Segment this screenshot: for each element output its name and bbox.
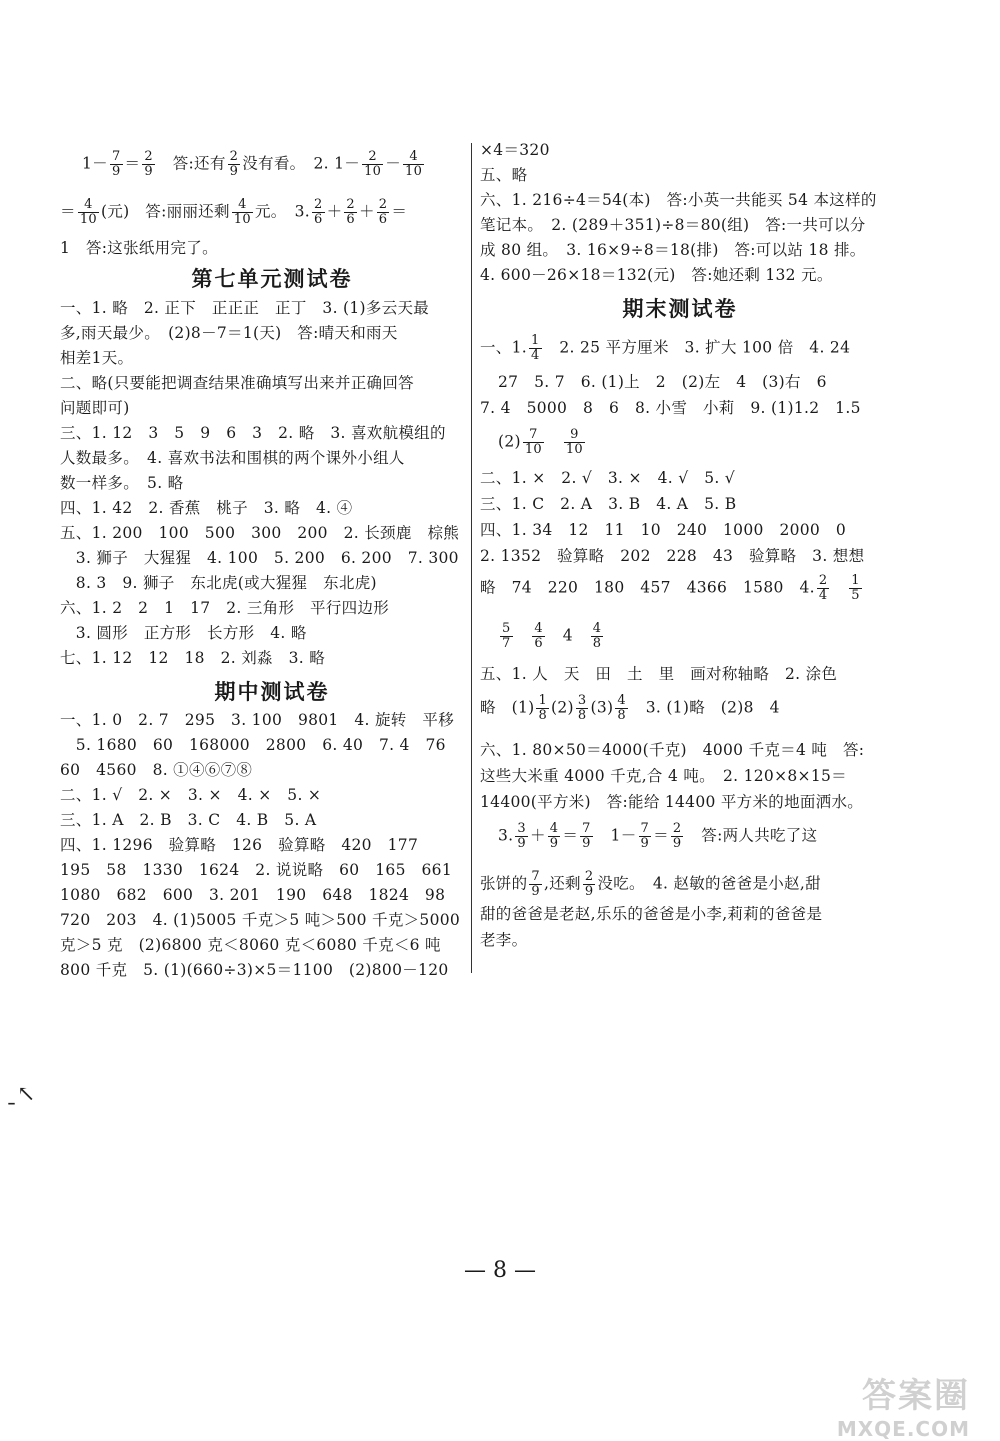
answer-line: 人数最多。 4. 喜欢书法和围棋的两个课外小组人 bbox=[60, 449, 405, 467]
answer-line: 5. 1680 60 168000 2800 6. 40 7. 4 76 bbox=[60, 736, 446, 754]
fraction: $\frac{4}{10}$ bbox=[233, 197, 251, 227]
answer-line: 成 80 组。 3. 16×9÷8＝18(排) 答:可以站 18 排。 bbox=[480, 241, 866, 259]
answer-line: 这些大米重 4000 千克,合 4 吨。 2. 120×8×15＝ bbox=[480, 767, 847, 785]
fraction: $\frac{7}{9}$ bbox=[582, 821, 591, 851]
fraction: $\frac{3}{8}$ bbox=[577, 693, 587, 723]
fraction: $\frac{7}{9}$ bbox=[531, 869, 540, 899]
column-divider bbox=[471, 143, 472, 973]
answer-line: 2. 1352 验算略 202 228 43 验算略 3. 想想 bbox=[480, 547, 865, 565]
answer-line: ×4＝320 bbox=[480, 141, 550, 159]
fraction: $\frac{1}{5}$ bbox=[851, 573, 860, 603]
fraction: $\frac{4}{6}$ bbox=[534, 621, 543, 651]
fraction: $\frac{7}{10}$ bbox=[524, 427, 543, 457]
answer-line: 14400(平方米) 答:能给 14400 平方米的地面洒水。 bbox=[480, 793, 864, 811]
text: 1－ bbox=[82, 154, 108, 173]
fraction: $\frac{3}{9}$ bbox=[517, 821, 526, 851]
answer-line: 1 答:这张纸用完了。 bbox=[60, 239, 218, 257]
answer-line: 多,雨天最少。 (2)8－7＝1(天) 答:晴天和雨天 bbox=[60, 324, 398, 342]
answer-line: 195 58 1330 1624 2. 说说略 60 165 661 bbox=[60, 861, 453, 879]
answer-line: 二、1. × 2. √ 3. × 4. √ 5. √ bbox=[480, 469, 735, 487]
answer-line: 数一样多。 5. 略 bbox=[60, 474, 184, 492]
fraction: $\frac{4}{10}$ bbox=[405, 149, 423, 179]
answer-line: 七、1. 12 12 18 2. 刘淼 3. 略 bbox=[60, 649, 326, 667]
answer-line: 60 4560 8. ①④⑥⑦⑧ bbox=[60, 761, 253, 779]
answer-line: 张饼的 $\frac{7}{9}$ ,还剩 $\frac{2}{9}$ 没吃。 4. 赵敏的爸爸是小赵,甜 bbox=[480, 869, 821, 899]
section-title-final: 期末测试卷 bbox=[622, 297, 738, 321]
fraction: $\frac{2}{6}$ bbox=[378, 197, 388, 227]
fraction: $\frac{4}{10}$ bbox=[79, 197, 97, 227]
answer-line: 三、1. A 2. B 3. C 4. B 5. A bbox=[60, 811, 317, 829]
fraction: $\frac{2}{9}$ bbox=[584, 869, 594, 899]
answer-line: 二、1. √ 2. × 3. × 4. × 5. × bbox=[60, 786, 322, 804]
scan-mark: ˍ↖ bbox=[6, 1082, 36, 1107]
fraction: $\frac{4}{8}$ bbox=[592, 621, 602, 651]
answer-line: 720 203 4. (1)5005 千克＞5 吨＞500 千克＞5000 bbox=[60, 911, 461, 929]
answer-line: 笔记本。 2. (289＋351)÷8＝80(组) 答:一共可以分 bbox=[480, 216, 866, 234]
answer-line: 略 74 220 180 457 4366 1580 4. $\frac{2}{4}$ $\frac{1}{5}$ bbox=[480, 573, 860, 603]
fraction: $\frac{2}{6}$ bbox=[346, 197, 355, 227]
answer-line: 四、1. 42 2. 香蕉 桃子 3. 略 4. ④ bbox=[60, 499, 353, 517]
fraction: $\frac{2}{4}$ bbox=[818, 573, 828, 603]
answer-line: 3. 狮子 大猩猩 4. 100 5. 200 6. 200 7. 300 bbox=[60, 549, 459, 567]
fraction: $\frac{4}{8}$ bbox=[617, 693, 626, 723]
fraction: $\frac{2}{6}$ bbox=[314, 197, 323, 227]
fraction: $\frac{1}{8}$ bbox=[538, 693, 548, 723]
answer-line: 克＞5 克 (2)6800 克＜8060 克＜6080 千克＜6 吨 bbox=[60, 936, 441, 954]
answer-line: 甜的爸爸是老赵,乐乐的爸爸是小李,莉莉的爸爸是 bbox=[480, 905, 823, 923]
answer-line: 800 千克 5. (1)(660÷3)×5＝1100 (2)800－120 bbox=[60, 961, 449, 979]
answer-line: 7. 4 5000 8 6 8. 小雪 小莉 9. (1)1.2 1.5 bbox=[480, 399, 861, 417]
answer-line: 五、略 bbox=[480, 166, 528, 184]
answer-line: 相差1天。 bbox=[60, 349, 134, 367]
answer-line: 四、1. 1296 验算略 126 验算略 420 177 bbox=[60, 836, 419, 854]
answer-line: 8. 3 9. 狮子 东北虎(或大猩猩 东北虎) bbox=[60, 574, 377, 592]
answer-line: 五、1. 200 100 500 300 200 2. 长颈鹿 棕熊 bbox=[60, 524, 460, 542]
section-title-midterm: 期中测试卷 bbox=[214, 680, 330, 704]
answer-line: $\frac{5}{7}$ $\frac{4}{6}$ 4 $\frac{4}{8}$ bbox=[502, 621, 602, 651]
answer-line: 六、1. 80×50＝4000(千克) 4000 千克＝4 吨 答: bbox=[480, 741, 865, 759]
answer-line: 4. 600－26×18＝132(元) 答:她还剩 132 元。 bbox=[480, 266, 833, 284]
answer-line: 问题即可) bbox=[60, 399, 130, 417]
watermark-url: MXQE.COM bbox=[836, 1417, 970, 1441]
page-number: — 8 — bbox=[464, 1258, 536, 1283]
answer-line: 1080 682 600 3. 201 190 648 1824 98 bbox=[60, 886, 446, 904]
answer-line: 3. $\frac{3}{9}$ ＋ $\frac{4}{9}$ ＝ $\frac{7}{9}$ 1－ $\frac{7}{9}$ ＝ $\frac{2}{9}$ 答:两人共吃了这 bbox=[498, 821, 818, 851]
fraction: $\frac{7}{9}$ bbox=[111, 149, 121, 179]
answer-line: ＝ $\frac{4}{10}$ (元) 答:丽丽还剩 $\frac{4}{10}$ 元。 3. $\frac{2}{6}$ ＋ $\frac{2}{6}$ ＋ $\frac{2}{6}$ ＝ bbox=[60, 197, 408, 227]
answer-line: 四、1. 34 12 11 10 240 1000 2000 0 bbox=[480, 521, 847, 539]
fraction: $\frac{2}{9}$ bbox=[144, 149, 153, 179]
answer-line: 六、1. 2 2 1 17 2. 三角形 平行四边形 bbox=[60, 599, 390, 617]
fraction: $\frac{5}{7}$ bbox=[502, 621, 511, 651]
watermark-text: 答案圈 bbox=[862, 1376, 970, 1416]
answer-line: 一、1. 略 2. 正下 正正正 正丁 3. (1)多云天最 bbox=[60, 299, 430, 317]
answer-line: 略 (1) $\frac{1}{8}$ (2) $\frac{3}{8}$ (3) $\frac{4}{8}$ 3. (1)略 (2)8 4 bbox=[480, 693, 780, 723]
answer-line: 三、1. C 2. A 3. B 4. A 5. B bbox=[480, 495, 737, 513]
answer-line: 3. 圆形 正方形 长方形 4. 略 bbox=[60, 624, 307, 642]
answer-line: 老李。 bbox=[480, 931, 528, 949]
answer-line: 五、1. 人 天 田 土 里 画对称轴略 2. 涂色 bbox=[480, 665, 838, 683]
fraction: $\frac{4}{9}$ bbox=[549, 821, 559, 851]
answer-line: 一、1. $\frac{1}{4}$ 2. 25 平方厘米 3. 扩大 100 倍 4. 24 bbox=[480, 333, 851, 363]
answer-line: 27 5. 7 6. (1)上 2 (2)左 4 (3)右 6 bbox=[498, 373, 827, 391]
fraction: $\frac{1}{4}$ bbox=[531, 333, 540, 363]
fraction: $\frac{2}{9}$ bbox=[229, 149, 239, 179]
answer-line: 六、1. 216÷4＝54(本) 答:小英一共能买 54 本这样的 bbox=[480, 191, 877, 209]
fraction: $\frac{2}{10}$ bbox=[364, 149, 382, 179]
watermark-logo bbox=[837, 1368, 970, 1441]
answer-line: 一、1. 0 2. 7 295 3. 100 9801 4. 旋转 平移 bbox=[60, 711, 455, 729]
answer-line: 二、略(只要能把调查结果准确填写出来并正确回答 bbox=[60, 374, 414, 392]
answer-line: 三、1. 12 3 5 9 6 3 2. 略 3. 喜欢航模组的 bbox=[60, 424, 446, 442]
answer-line: (2) $\frac{7}{10}$ $\frac{9}{10}$ bbox=[498, 427, 583, 457]
fraction: $\frac{2}{9}$ bbox=[672, 821, 682, 851]
section-title-unit7: 第七单元测试卷 bbox=[191, 267, 353, 291]
fraction: $\frac{7}{9}$ bbox=[640, 821, 650, 851]
fraction: $\frac{9}{10}$ bbox=[565, 427, 583, 457]
answer-line: 1－ $\frac{7}{9}$ ＝ $\frac{2}{9}$ 答:还有 $\frac{2}{9}$ 没有看。 2. 1－ $\frac{2}{10}$ － $\frac{4}{10}$ bbox=[82, 149, 423, 179]
